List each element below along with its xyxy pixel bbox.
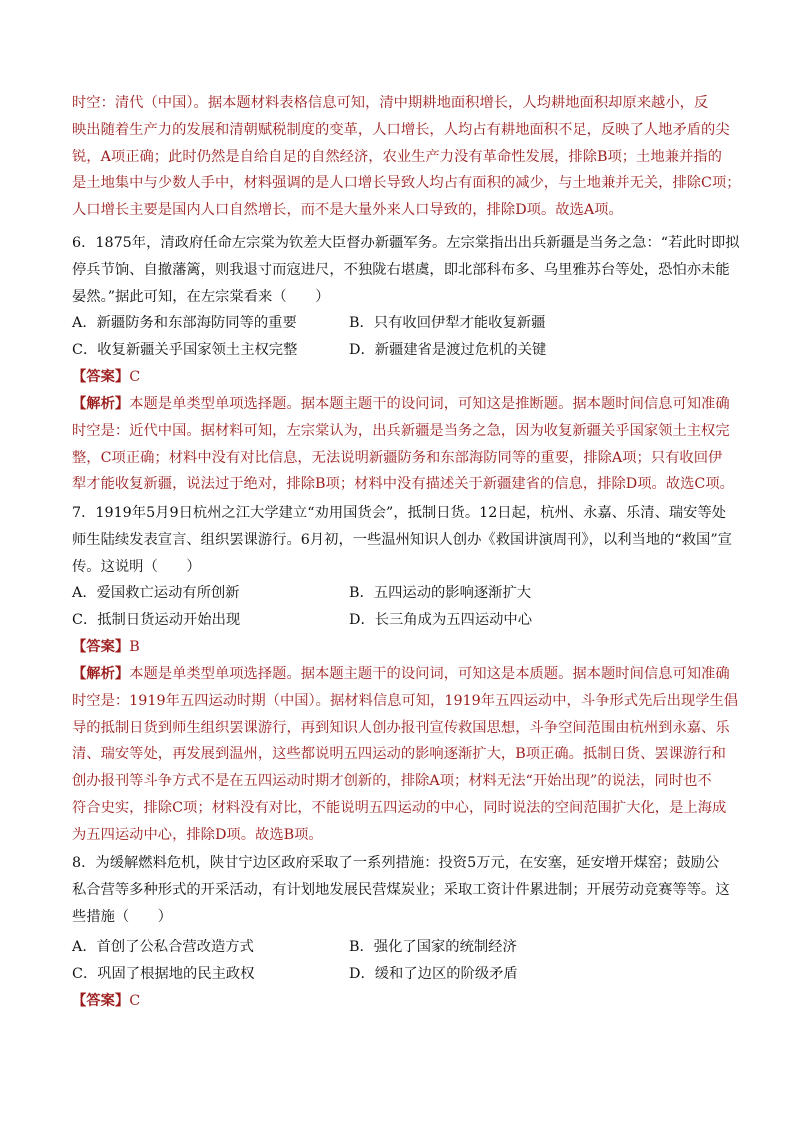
answer-tag: 【答案】 — [72, 369, 130, 385]
answer-tag: 【答案】 — [72, 639, 130, 655]
question-8-stem — [72, 850, 730, 930]
option-b: B．五四运动的影响逐渐扩大 — [349, 585, 532, 601]
question-stem-line: 私合营等多种形式的开采活动，有计划地发展民营煤炭业；采取工资计件累进制；开展劳动竞赛等等。这 — [72, 881, 730, 898]
answer-value: C — [129, 369, 141, 385]
question-7-answer — [72, 634, 727, 661]
question-6-options — [72, 310, 727, 364]
option-row — [72, 580, 727, 607]
answer-value: C — [129, 993, 141, 1009]
question-stem-line: 停兵节饷、自撤藩篱，则我退寸而寇进尺，不独陇右堪虞，即北部科布多、乌里雅苏台等处，恐怕亦未能 — [72, 261, 730, 278]
answer-line — [72, 634, 727, 661]
analysis-line: 时空是：近代中国。据材料可知，左宗棠认为，出兵新疆是当务之急，因为收复新疆关乎国家领土主权完 — [72, 422, 730, 439]
explanation-line: 人口增长主要是国内人口自然增长，而不是大量外来人口导致的，排除D项。故选A项。 — [72, 202, 623, 219]
analysis-line: 符合史实，排除C项；材料没有对比，不能说明五四运动的中心，同时说法的空间范围扩大化，是上海成 — [72, 799, 727, 816]
option-row — [72, 337, 727, 364]
question-8-answer — [72, 988, 727, 1015]
option-b: B．强化了国家的统制经济 — [349, 939, 517, 955]
question-stem-line: 6．1875年，清政府任命左宗棠为钦差大臣督办新疆军务。左宗棠指出出兵新疆是当务之急：“若此时即拟 — [72, 235, 740, 251]
question-6-stem — [72, 230, 740, 310]
analysis-text: 本题是单类型单项选择题。据本题主题干的设问词，可知这是本质题。据本题时间信息可知准确 — [129, 666, 730, 682]
question-6-answer — [72, 364, 727, 391]
option-b: B．只有收回伊犁才能收复新疆 — [349, 315, 546, 331]
option-a: A．新疆防务和东部海防同等的重要 — [72, 315, 297, 331]
analysis-line: 导的抵制日货到师生组织罢课游行，再到知识人创办报刊宣传救国思想，斗争空间范围由杭州到永嘉、乐 — [72, 719, 730, 736]
analysis-line: 犁才能收复新疆，说法过于绝对，排除B项；材料中没有描述关于新疆建省的信息，排除D项。故选C项。 — [72, 476, 734, 493]
option-row — [72, 310, 727, 337]
analysis-line: 时空是：1919年五四运动时期（中国）。据材料信息可知，1919年五四运动中，斗争形式先后出现学生倡 — [72, 692, 739, 709]
option-row — [72, 961, 727, 988]
option-c: C．收复新疆关乎国家领土主权完整 — [72, 341, 298, 358]
answer-tag: 【答案】 — [72, 993, 130, 1009]
option-a: A．首创了公私合营改造方式 — [72, 939, 254, 955]
analysis-line: 为五四运动中心，排除D项。故选B项。 — [72, 826, 323, 843]
analysis-line — [72, 661, 730, 688]
question-7-options — [72, 580, 727, 634]
explanation-line: 时空：清代（中国）。据本题材料表格信息可知，清中期耕地面积增长，人均耕地面积却原来越小，反 — [72, 95, 709, 111]
question-7-analysis — [72, 661, 739, 849]
analysis-line: 清、瑞安等处，再发展到温州，这些都说明五四运动的影响逐渐扩大，B项正确。抵制日货、罢课游行和 — [72, 746, 726, 763]
explanation-line: 是土地集中与少数人手中，材料强调的是人口增长导致人均占有面积的减少，与土地兼并无关，排除C项； — [72, 175, 741, 192]
explanation-line: 映出随着生产力的发展和清朝赋税制度的变革，人口增长，人均占有耕地面积不足，反映了人地矛盾的尖 — [72, 121, 730, 138]
question-stem-line: 传。这说明（ ） — [72, 558, 201, 575]
answer-line — [72, 364, 727, 391]
q5-explanation-continuation — [72, 90, 741, 224]
option-row — [72, 934, 727, 961]
option-d: D．新疆建省是渡过危机的关键 — [349, 341, 547, 358]
question-stem-line: 些措施（ ） — [72, 908, 173, 925]
question-7-stem — [72, 500, 732, 580]
option-row — [72, 607, 727, 634]
question-stem-line: 晏然。”据此可知，在左宗棠看来（ ） — [72, 288, 330, 305]
answer-line — [72, 988, 727, 1015]
option-a: A．爱国救亡运动有所创新 — [72, 585, 240, 601]
answer-value: B — [129, 639, 140, 655]
option-d: D．长三角成为五四运动中心 — [349, 611, 533, 628]
question-stem-line: 7．1919年5月9日杭州之江大学建立“劝用国货会”，抵制日货。12日起，杭州、永嘉、乐清、瑞安等处 — [72, 505, 727, 521]
analysis-text: 本题是单类型单项选择题。据本题主题干的设问词，可知这是推断题。据本题时间信息可知准确 — [129, 396, 730, 412]
analysis-line — [72, 391, 730, 418]
question-stem-line: 师生陆续发表宣言、组织罢课游行。6月初，一些温州知识人创办《救国讲演周刊》，以利当地的“救国”宣 — [72, 531, 732, 548]
option-c: C．抵制日货运动开始出现 — [72, 611, 241, 628]
explanation-line: 锐，A项正确；此时仍然是自给自足的自然经济，农业生产力没有革命性发展，排除B项；土地兼并指的 — [72, 148, 722, 165]
option-d: D．缓和了边区的阶级矛盾 — [349, 965, 518, 982]
analysis-tag: 【解析】 — [72, 666, 130, 682]
analysis-line: 整，C项正确；材料中没有对比信息，无法说明新疆防务和东部海防同等的重要，排除A项；只有收回伊 — [72, 449, 723, 466]
option-c: C．巩固了根据地的民主政权 — [72, 965, 255, 982]
analysis-tag: 【解析】 — [72, 396, 130, 412]
question-6-analysis — [72, 391, 734, 498]
question-8-options — [72, 934, 727, 988]
question-stem-line: 8．为缓解燃料危机，陕甘宁边区政府采取了一系列措施：投资5万元，在安塞，延安增开煤窑；鼓励公 — [72, 855, 720, 871]
analysis-line: 创办报刊等斗争方式不是在五四运动时期才创新的，排除A项；材料无法“开始出现”的说法，同时也不 — [72, 773, 712, 790]
